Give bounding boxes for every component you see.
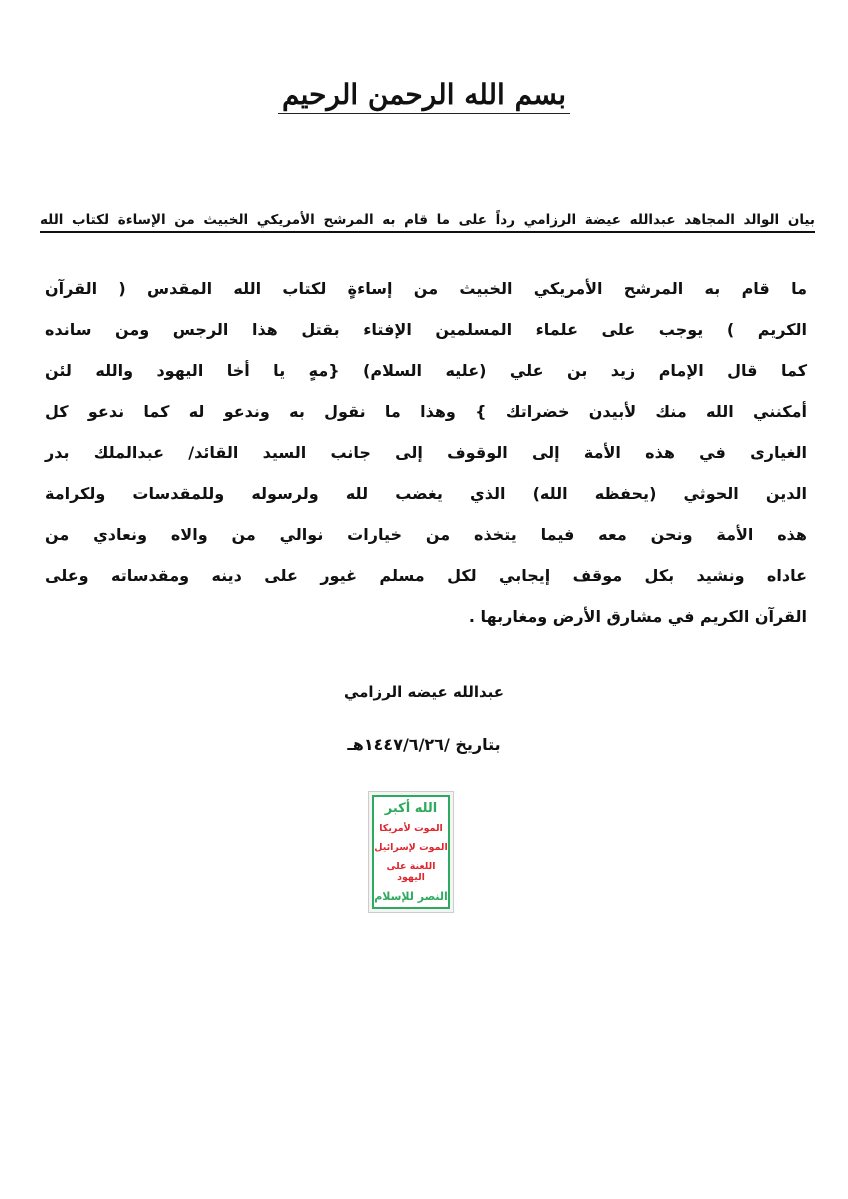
emblem-line: النصر للإسلام — [374, 890, 448, 904]
body-line: ما قام به المرشح الأمريكي الخبيث من إساءةٍ لكتاب الله المقدس ( القرآن — [45, 279, 807, 298]
statement-body — [45, 268, 807, 637]
statement-title: بيان الوالد المجاهد عبدالله عيضة الرزامي رداً على ما قام به المرشح الأمريكي الخبيث من الإساءة لكتاب الله — [40, 209, 815, 233]
signature: عبدالله عيضه الرزامي — [343, 683, 505, 701]
body-line: أمكنني الله منك لأبيدن خضراتك } وهذا ما نقول به وندعو له كما ندعو كل — [45, 402, 807, 421]
body-line: الدين الحوثي (يحفظه الله) الذي يغضب لله ولرسوله وللمقدسات ولكرامة — [45, 484, 807, 503]
emblem-line: الله أكبر — [384, 800, 438, 816]
body-line: كما قال الإمام زيد بن علي (عليه السلام) {مهٍ يا أخا اليهود والله لئن — [45, 361, 807, 380]
basmala-heading: بسم الله الرحمن الرحيم — [0, 78, 848, 111]
emblem-line: الموت لإسرائيل — [374, 841, 448, 853]
sarkha-emblem-logo — [368, 791, 454, 913]
body-line: القرآن الكريم في مشارق الأرض ومغاربها . — [468, 607, 807, 626]
body-line: الكريم ) يوجب على علماء المسلمين الإفتاء بقتل هذا الرجس ومن سانده — [45, 320, 807, 339]
date: بتاريخ /١٤٤٧/٦/٢٦هـ — [347, 735, 501, 754]
emblem-line: اللعنة على اليهود — [386, 860, 436, 883]
emblem-line: الموت لأمريكا — [379, 823, 443, 835]
body-line: عاداه ونشيد بكل موقف إيجابي لكل مسلم غيور على دينه ومقدساته وعلى — [45, 566, 807, 585]
body-line: الغيارى في هذه الأمة إلى الوقوف إلى جانب السيد القائد/ عبدالملك بدر — [45, 443, 807, 462]
body-line: هذه الأمة ونحن معه فيما يتخذه من خيارات نوالي من والاه ونعادي من — [45, 525, 807, 544]
